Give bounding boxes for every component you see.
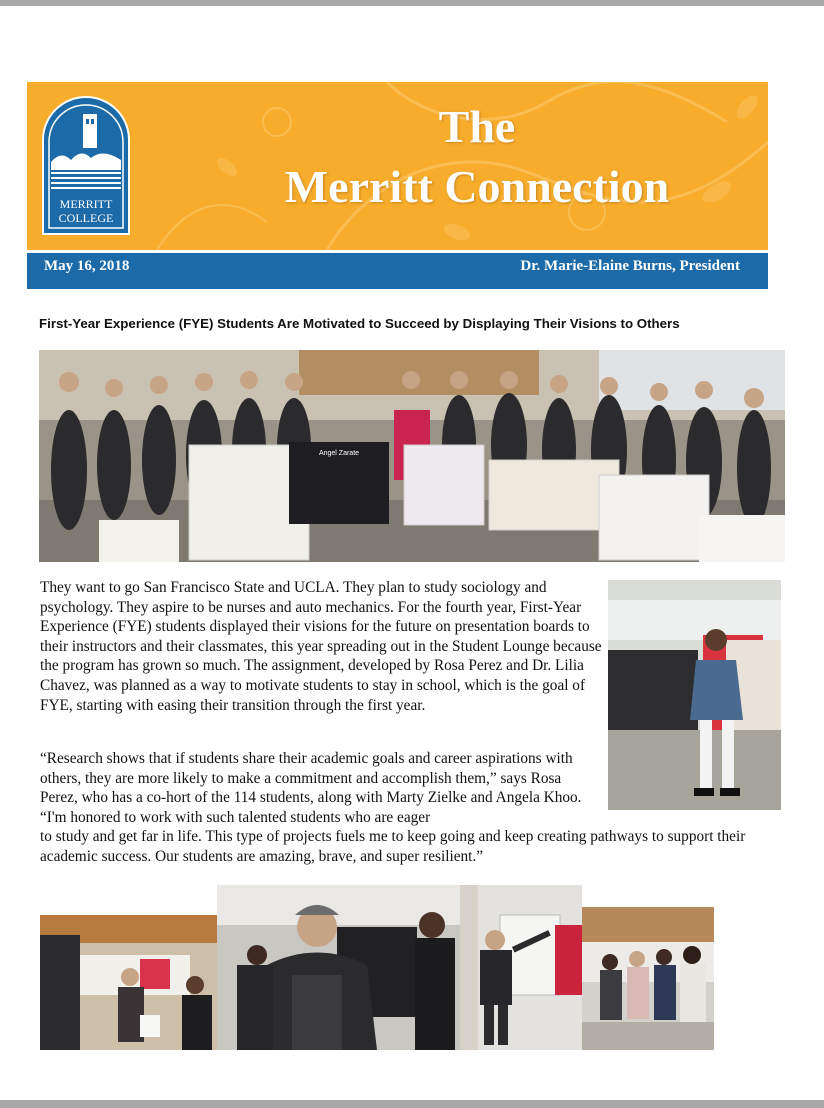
merritt-college-seal-icon xyxy=(41,96,131,236)
collage-photo-3 xyxy=(460,885,582,1050)
logo-text-merritt: MERRITT xyxy=(59,197,113,211)
page-frame-bottom xyxy=(0,1100,824,1108)
newsletter-title-line2: Merritt Connection xyxy=(284,161,670,212)
article-headline: First-Year Experience (FYE) Students Are Motivated to Succeed by Displaying Their Visions to Others xyxy=(39,316,680,331)
issue-date: May 16, 2018 xyxy=(44,258,130,274)
display-board-label: Angel Zarate xyxy=(318,450,360,457)
article-paragraph-2-narrow: “Research shows that if students share their academic goals and career aspirations with others, they are more likely to make a commitment and accomplish them,” says Rosa Perez, who has a co-hort of the 114 students, along with Marty Zielke and Angela Khoo. “I'm honored to work with such talented students who are eager xyxy=(40,750,582,826)
collage-photo-1 xyxy=(40,915,217,1050)
collage-photo-4 xyxy=(582,907,714,1050)
date-bar xyxy=(27,253,768,289)
article-paragraph-1: They want to go San Francisco State and UCLA. They plan to study sociology and psychology. They aspire to be nurses and auto mechanics. For the fourth year, First-Year Experience (FYE) students displayed their visions for the future on presentation boards to their instructors and their classmates, this year spreading out in the Student Lounge because the program has grown so much. The assignment, developed by Rosa Perez and Dr. Lilia Chavez, was planned as a way to motivate students to stay in school, which is the goal of FYE, starting with easing their transition through the first year. xyxy=(40,579,602,714)
page-frame-top xyxy=(0,0,824,6)
president-name: Dr. Marie-Elaine Burns, President xyxy=(520,258,740,274)
newsletter-title-line1: The xyxy=(438,101,516,152)
group-photo xyxy=(39,350,785,562)
logo-text-college: COLLEGE xyxy=(58,211,114,225)
collage-photo-2 xyxy=(217,885,460,1050)
masthead-banner xyxy=(27,82,768,250)
article-paragraph-2-wide: to study and get far in life. This type of projects fuels me to keep going and keep creating pathways to support their academic success. Our students are amazing, brave, and super resilient.” xyxy=(40,828,746,865)
article-paragraph-2 xyxy=(40,749,800,867)
